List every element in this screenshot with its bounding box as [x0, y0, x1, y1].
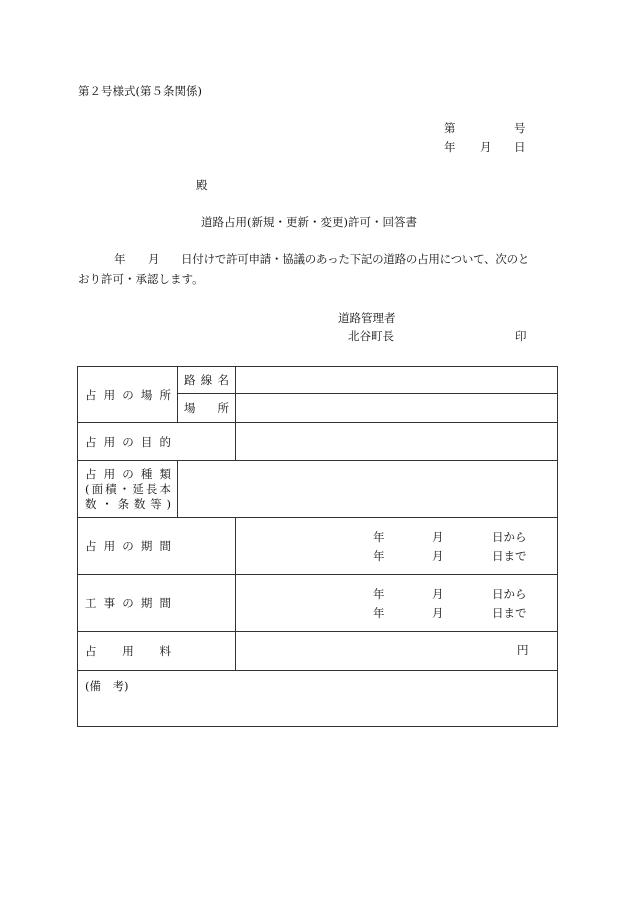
body-line-2: おり許可・承認します。: [78, 272, 204, 286]
construction-until-month: 月: [432, 606, 444, 620]
purpose-value: [236, 423, 558, 461]
body-line-1: 日付けで許可申請・協議のあった下記の道路の占用について、次のと: [181, 252, 530, 266]
form-number: 第２号様式(第５条関係): [78, 84, 202, 98]
route-name-value: [236, 367, 558, 394]
issue-number-prefix: 第: [444, 121, 456, 135]
remarks-label: (備 考): [85, 679, 129, 693]
construction-from-month: 月: [432, 587, 444, 601]
construction-label: 工 事 の 期 間: [85, 596, 171, 610]
construction-until-day: 日まで: [492, 606, 527, 620]
kind-label-line-1: 占 用 の 種 類: [85, 466, 171, 481]
fee-label-cell: [78, 632, 236, 671]
fee-value: [236, 632, 558, 671]
period-until-year: 年: [373, 549, 385, 563]
period-from-year: 年: [373, 530, 385, 544]
kind-label-line-2: ( 面 積 ・ 延 長 本: [85, 481, 171, 496]
location-label-cell: [78, 367, 178, 423]
remarks-cell: [78, 671, 558, 727]
seal-mark: 印: [515, 329, 527, 343]
kind-value: [178, 461, 558, 518]
location-label: 占 用 の 場 所: [85, 387, 171, 402]
place-value: [236, 394, 558, 423]
construction-from-year: 年: [373, 587, 385, 601]
issue-date-month: 月: [480, 140, 492, 154]
place-label: 場 所: [184, 401, 229, 415]
issue-date-year: 年: [444, 140, 456, 154]
issue-number-suffix: 号: [514, 121, 526, 135]
road-manager-label: 道路管理者: [338, 311, 396, 325]
period-from-day: 日から: [492, 530, 527, 544]
place-label-cell: [178, 394, 236, 423]
kind-label-line-3: 数 ・ 条 数 等 ): [85, 496, 171, 511]
fee-label: 占 用 料: [85, 644, 171, 658]
purpose-label-cell: [78, 423, 236, 461]
period-label-cell: [78, 518, 236, 575]
construction-until-year: 年: [373, 606, 385, 620]
addressee-suffix: 殿: [196, 178, 208, 192]
issue-date-day: 日: [514, 140, 526, 154]
road-manager-name: 北谷町長: [348, 329, 394, 343]
route-name-label: 路 線 名: [184, 373, 229, 387]
occupancy-table: [77, 366, 558, 727]
body-date-month: 月: [148, 252, 160, 266]
period-label: 占 用 の 期 間: [85, 539, 171, 553]
body-date-year: 年: [114, 252, 126, 266]
fee-unit: 円: [517, 643, 529, 657]
construction-value: [236, 575, 558, 632]
period-from-month: 月: [432, 530, 444, 544]
period-value: [236, 518, 558, 575]
kind-label-cell: [78, 461, 178, 518]
period-until-day: 日まで: [492, 549, 527, 563]
document-title: 道路占用(新規・更新・変更)許可・回答書: [201, 215, 417, 229]
purpose-label: 占 用 の 目 的: [85, 434, 171, 449]
construction-from-day: 日から: [492, 587, 527, 601]
period-until-month: 月: [432, 549, 444, 563]
route-name-label-cell: [178, 367, 236, 394]
construction-label-cell: [78, 575, 236, 632]
